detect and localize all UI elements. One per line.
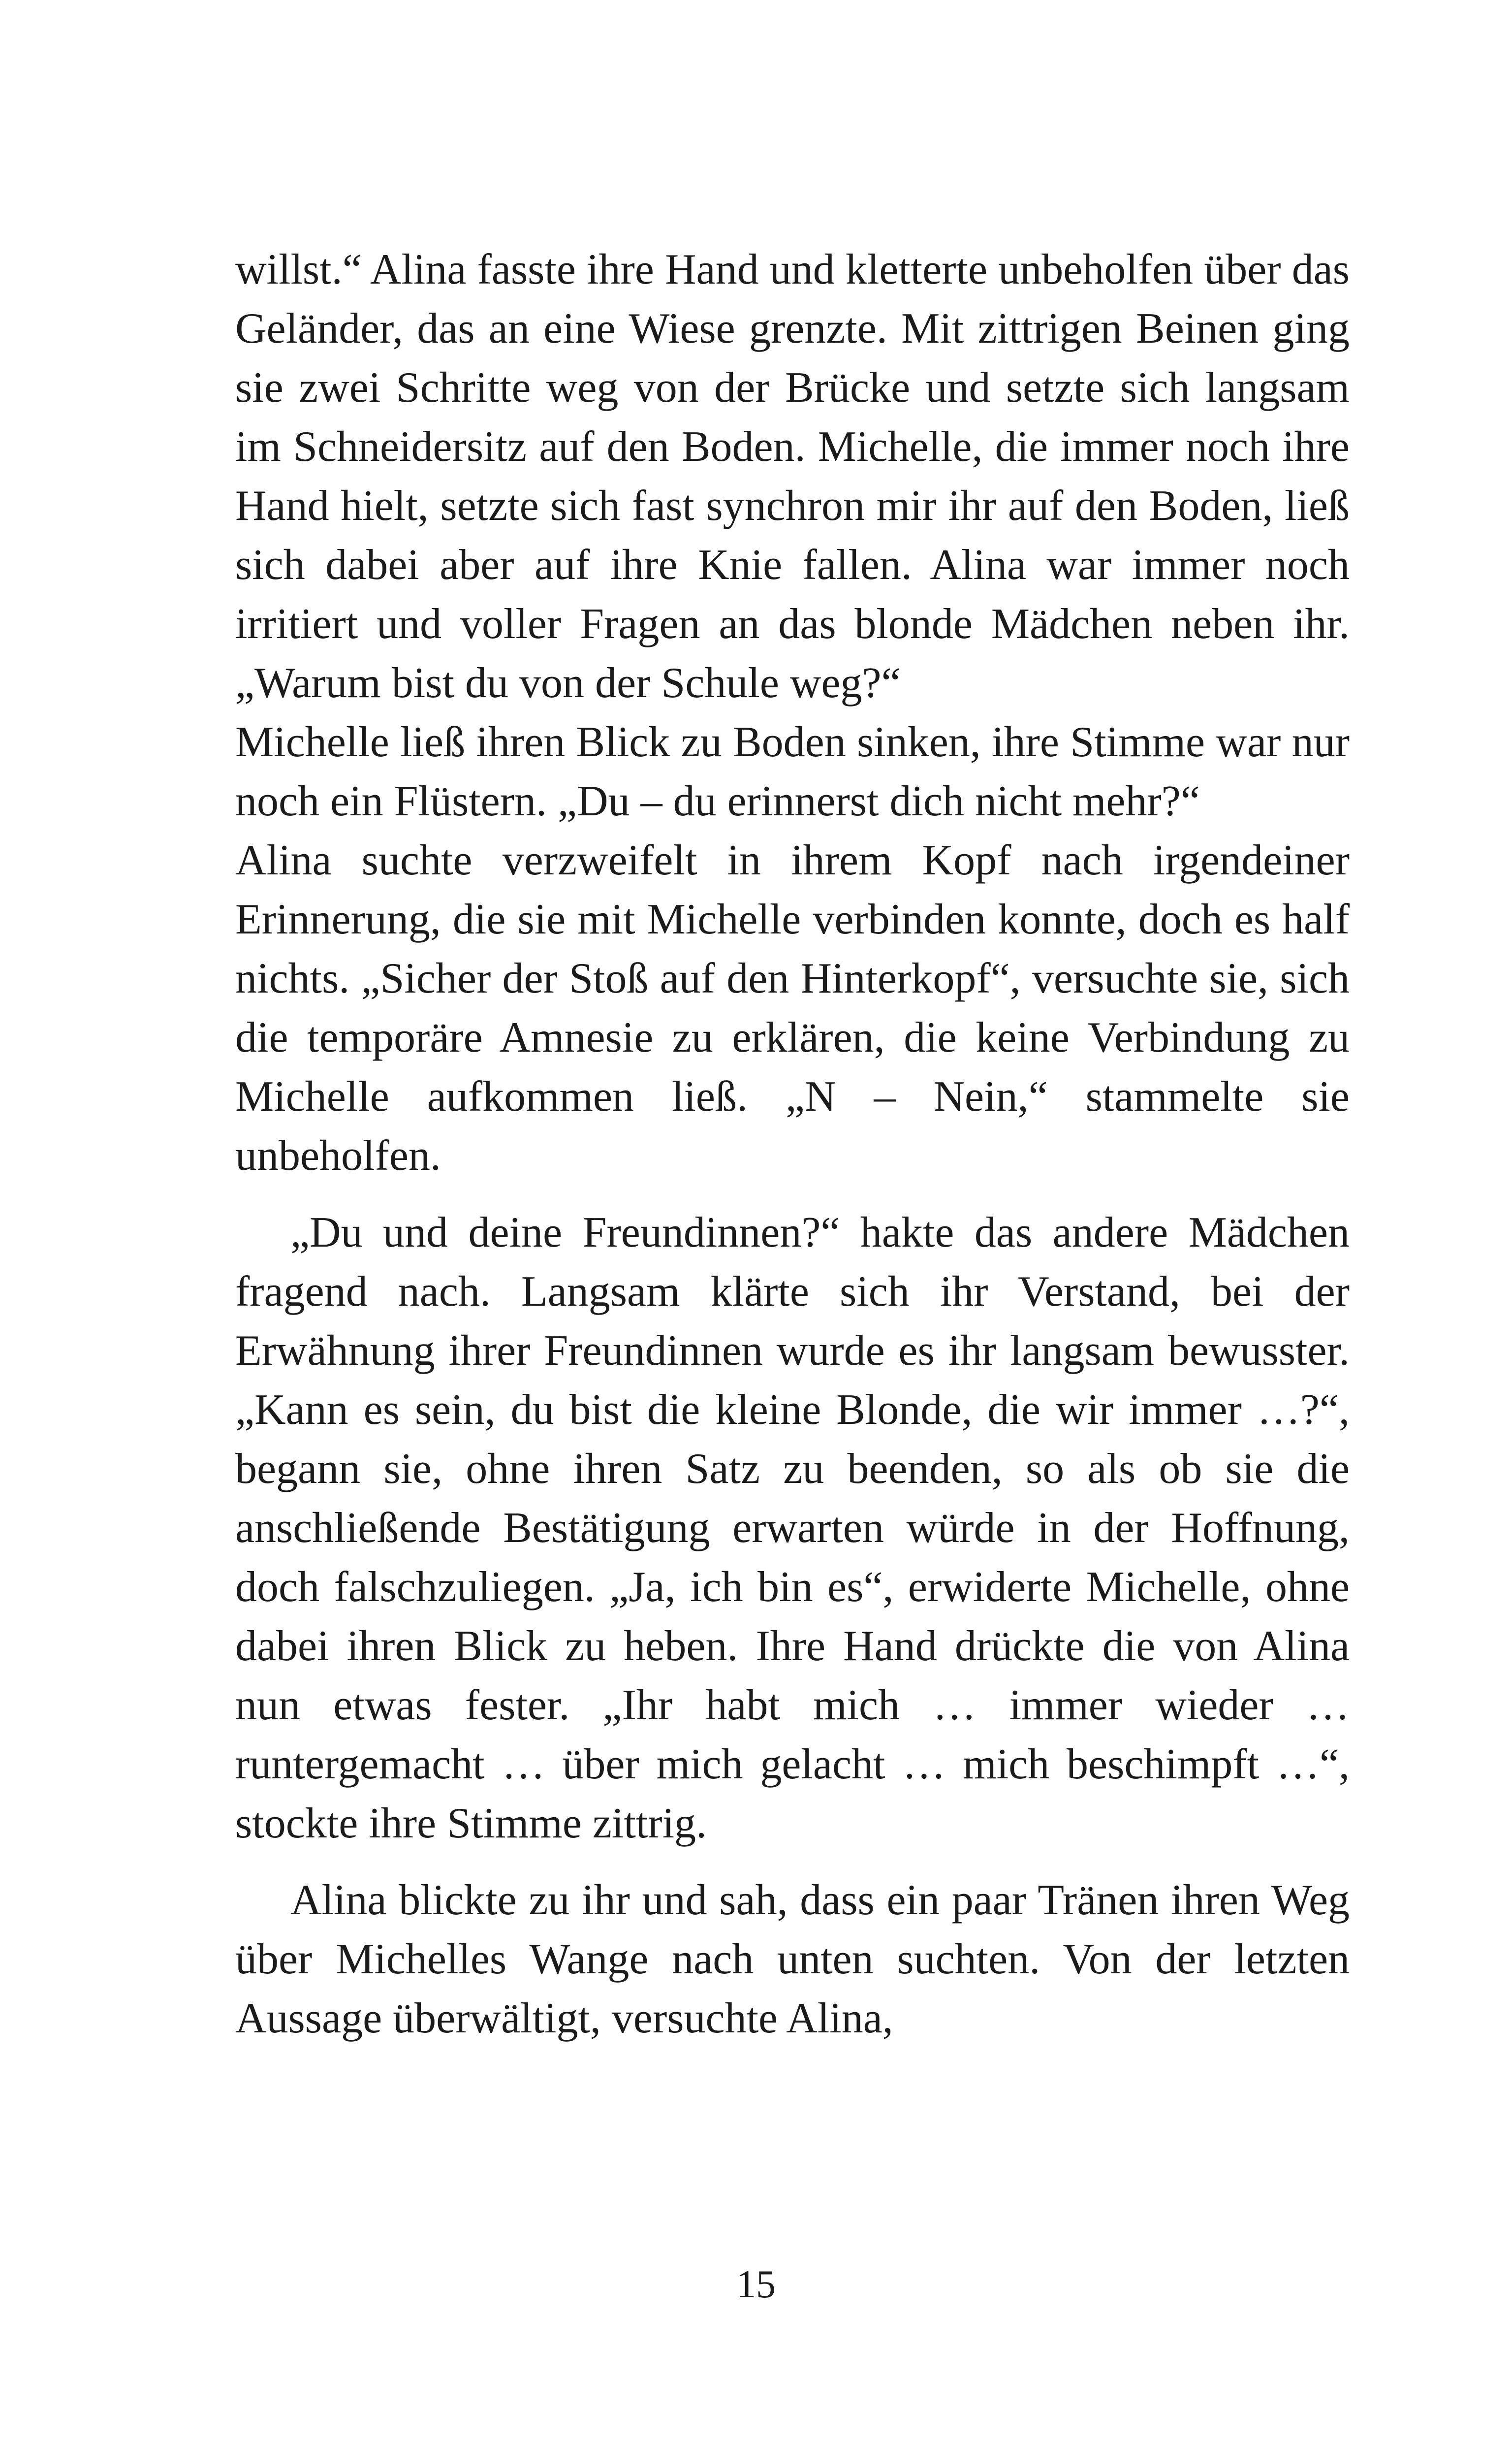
page-number: 15: [736, 2263, 776, 2306]
paragraph: Michelle ließ ihren Blick zu Boden sinken, ihre Stimme war nur noch ein Flüstern. „Du – du erinnerst dich nicht mehr?“: [235, 718, 1350, 825]
paragraph: Alina blickte zu ihr und sah, dass ein paar Tränen ihren Weg über Michelles Wange nach unten suchten. Von der letzten Aussage überwältigt, versuchte Alina,: [235, 1876, 1350, 2042]
paragraph: Alina suchte verzweifelt in ihrem Kopf nach irgendeiner Erinnerung, die sie mit Michelle verbinden konnte, doch es half nichts. „Sicher der Stoß auf den Hinterkopf“, versuchte sie, sich die temporäre Amnesie zu erklären, die keine Verbindung zu Michelle aufkommen ließ. „N – Nein,“ stammelte sie unbeholfen.: [235, 836, 1350, 1180]
body-text: [235, 240, 1350, 2048]
paragraph: „Du und deine Freundinnen?“ hakte das andere Mädchen fragend nach. Langsam klärte sich ihr Verstand, bei der Erwähnung ihrer Freundinnen wurde es ihr langsam bewusster. „Kann es sein, du bist die kleine Blonde, die wir immer …?“, begann sie, ohne ihren Satz zu beenden, so als ob sie die anschließende Bestätigung erwarten würde in der Hoffnung, doch falschzuliegen. „Ja, ich bin es“, erwiderte Michelle, ohne dabei ihren Blick zu heben. Ihre Hand drückte die von Alina nun etwas fester. „Ihr habt mich … immer wieder … runtergemacht … über mich gelacht … mich beschimpft …“, stockte ihre Stimme zittrig.: [235, 1209, 1350, 1847]
paragraph: willst.“ Alina fasste ihre Hand und kletterte unbeholfen über das Geländer, das an eine Wiese grenzte. Mit zittrigen Beinen ging sie zwei Schritte weg von der Brücke und setzte sich langsam im Schneidersitz auf den Boden. Michelle, die immer noch ihre Hand hielt, setzte sich fast synchron mir ihr auf den Boden, ließ sich dabei aber auf ihre Knie fallen. Alina war immer noch irritiert und voller Fragen an das blonde Mädchen neben ihr. „Warum bist du von der Schule weg?“: [235, 246, 1350, 707]
